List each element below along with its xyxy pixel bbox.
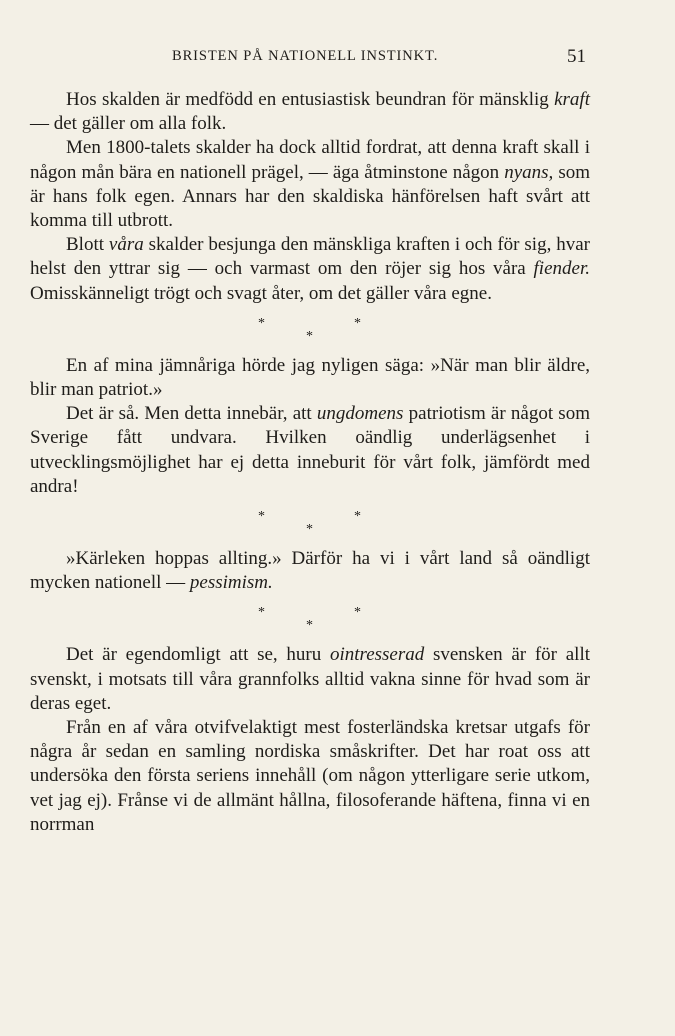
paragraph: Men 1800-talets skalder ha dock alltid fordrat, att denna kraft skall i någon mån bära en nationell prägel, — äga åtminstone någon nyans, som är hans folk egen. Annars har den skaldiska hänförelsen haft svårt att komma till utbrott. — [30, 137, 590, 232]
section-divider — [30, 601, 590, 635]
paragraph: Från en af våra otvifvelaktigt mest fosterländska kretsar utgafs för några år sedan en samling nordiska småskrifter. Det har roat oss att undersöka den första seriens innehåll (om någon ytterligare serie utkom, vet jag ej). Frånse vi de allmänt hållna, filosoferande häftena, finna vi en norrman — [30, 717, 590, 835]
paragraph: Blott våra skalder besjunga den mänskliga kraften i och för sig, hvar helst den yttrar sig — och varmast om den röjer sig hos våra fiender. Omisskänneligt trögt och svagt åter, om det gäller våra egne. — [30, 234, 590, 304]
asterisk: * — [354, 605, 361, 621]
italic-text: ointresserad — [329, 644, 425, 666]
page-header — [0, 46, 675, 74]
section-divider — [30, 505, 590, 539]
asterisk: * — [306, 618, 313, 634]
italic-text: kraft — [554, 89, 590, 110]
italic-text: ungdomens — [316, 403, 404, 425]
italic-text: våra — [108, 234, 144, 256]
asterisk: * — [258, 315, 265, 331]
paragraph: Hos skalden är medfödd en entusiastisk beundran för mänsklig kraft — det gäller om alla folk. — [30, 89, 590, 135]
asterisk: * — [258, 605, 265, 621]
asterisk: * — [258, 509, 265, 525]
paragraph: En af mina jämnåriga hörde jag nyligen säga: »När man blir äldre, blir man patriot.» — [30, 354, 590, 401]
asterisk: * — [306, 522, 313, 538]
italic-text: nyans, — [504, 161, 554, 183]
paragraph: Det är så. Men detta innebär, att ungdomens patriotism är något som Sverige fått undvara. Hvilken oändlig underlägsenhet i utvecklingsmöjlighet har ej detta inneburit för vårt folk, jämfördt med andra! — [30, 403, 590, 497]
italic-text: fiender. — [533, 258, 590, 280]
italic-text: pessimism. — [189, 572, 273, 594]
asterisk: * — [354, 315, 361, 331]
paragraph: Det är egendomligt att se, huru ointresserad svensken är för allt svenskt, i motsats till våra grannfolks alltid vakna sinne för hvad som är deras eget. — [30, 644, 591, 714]
paragraph: »Kärleken hoppas allting.» Därför ha vi i vårt land så oändligt mycken nationell — pessimism. — [30, 548, 590, 594]
page-number: 51 — [567, 46, 586, 67]
asterisk: * — [354, 509, 361, 525]
running-title: BRISTEN PÅ NATIONELL INSTINKT. — [172, 48, 439, 64]
page-body — [30, 88, 590, 837]
asterisk: * — [306, 328, 313, 344]
section-divider — [30, 312, 590, 346]
